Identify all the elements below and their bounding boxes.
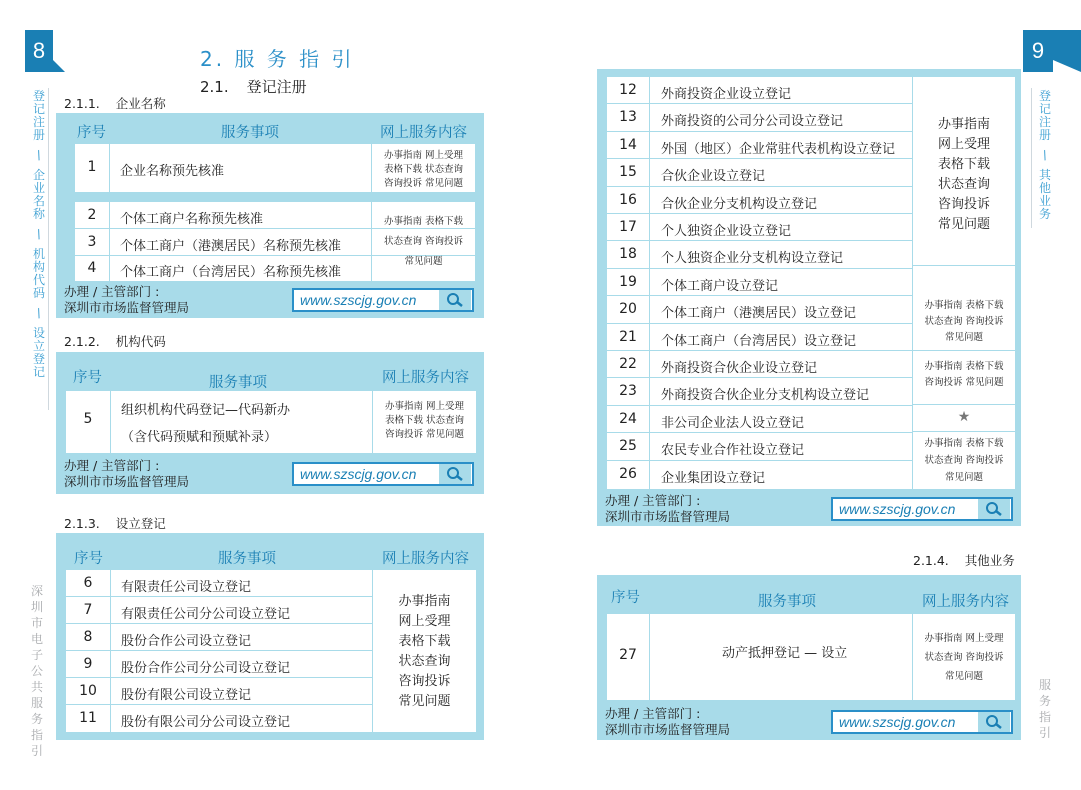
- star-icon: ★: [957, 409, 971, 425]
- search-icon[interactable]: [978, 712, 1010, 732]
- header-online: 网上服务内容: [380, 124, 467, 141]
- row-num: 13: [619, 109, 637, 126]
- table-row: [66, 570, 372, 597]
- table-row: [607, 187, 912, 214]
- left-brand-vertical: 深 圳 市 电 子 公 共 服 务 指 引: [30, 584, 43, 758]
- table-row: [607, 159, 912, 186]
- row-num: 9: [83, 656, 93, 672]
- table-row: [607, 378, 912, 405]
- row-num: 12: [619, 82, 637, 98]
- row-name: 企业集团设立登记: [661, 470, 766, 486]
- table-row: [607, 269, 912, 296]
- row-name: 个体工商户设立登记: [661, 278, 779, 294]
- website-link[interactable]: [831, 710, 1013, 734]
- tab-tail-right: [1053, 30, 1081, 72]
- row-name: 股份有限公司设立登记: [121, 688, 252, 703]
- svc-divider: [913, 265, 1015, 266]
- table-row: [607, 296, 912, 323]
- header-online: 网上服务内容: [922, 594, 1009, 610]
- online-services: 办事指南 表格下载 状态查询 咨询投诉 常见问题: [924, 438, 1004, 483]
- table-row: [607, 132, 912, 159]
- row-num: 3: [87, 234, 97, 250]
- row-num: 23: [619, 383, 637, 400]
- section-heading: 2.1. 登记注册: [200, 78, 307, 96]
- svc-divider: [913, 404, 1015, 405]
- table-row: [607, 433, 912, 460]
- website-url[interactable]: www.szscjg.gov.cn: [839, 501, 956, 517]
- row-name: 合伙企业分支机构设立登记: [661, 196, 818, 212]
- website-url[interactable]: www.szscjg.gov.cn: [300, 292, 417, 308]
- table-row: [607, 406, 912, 433]
- online-services: 办事指南 网上受理 状态查询 咨询投诉 常见问题: [924, 633, 1004, 682]
- header-online: 网上服务内容: [382, 369, 469, 386]
- right-nav-vertical: 登 记 注 册 / 其 他 业 务: [1038, 89, 1051, 221]
- row-name: 农民专业合作社设立登记: [661, 443, 805, 459]
- col-sep: [649, 77, 650, 489]
- header-online: 网上服务内容: [382, 550, 469, 567]
- page-number-left: 8: [25, 30, 53, 72]
- left-sidebar-rule: [48, 88, 49, 410]
- row-name: 合伙企业设立登记: [661, 169, 766, 185]
- table-row: [66, 678, 372, 705]
- row-num: 16: [619, 191, 637, 208]
- tab-tail-left: [53, 30, 65, 72]
- table-header: [56, 363, 484, 389]
- header-seq: 序号: [611, 590, 640, 606]
- row-num: 20: [619, 301, 637, 318]
- row-name: 非公司企业法人设立登记: [661, 415, 805, 431]
- row-num: 14: [619, 136, 637, 153]
- table-2-1-4: [597, 575, 1021, 740]
- dept-info: 办理 / 主管部门 : 深圳市市场监督管理局: [605, 493, 731, 524]
- row-num: 2: [87, 207, 97, 223]
- row-num: 22: [619, 356, 637, 372]
- row-name: 外商投资的公司分公司设立登记: [661, 114, 844, 130]
- search-icon[interactable]: [439, 464, 471, 484]
- subsection-heading-2-1-1: 2.1.1. 企业名称: [64, 96, 166, 111]
- dept-info: 办理 / 主管部门 : 深圳市市场监督管理局: [64, 458, 190, 489]
- website-url[interactable]: www.szscjg.gov.cn: [839, 714, 956, 730]
- row-num: 7: [83, 602, 93, 618]
- header-item: 服务事项: [209, 375, 267, 391]
- row-name: 外商投资企业设立登记: [661, 87, 792, 102]
- row-num: 8: [83, 629, 93, 645]
- search-icon[interactable]: [978, 499, 1010, 519]
- row-name: 个体工商户（港澳居民）名称预先核准: [120, 239, 342, 254]
- svc-divider: [913, 350, 1015, 351]
- row-name: 个体工商户（台湾居民）名称预先核准: [120, 265, 342, 280]
- row-num: 1: [87, 159, 97, 175]
- table-body: [66, 570, 476, 732]
- col-sep: [110, 391, 111, 453]
- col-sep: [649, 614, 650, 700]
- row-num: 26: [619, 465, 637, 482]
- header-seq: 序号: [74, 550, 103, 567]
- table-body: [75, 144, 475, 281]
- table-2-1-1: [56, 113, 484, 318]
- dept-info: 办理 / 主管部门 : 深圳市市场监督管理局: [605, 706, 731, 737]
- row-name: 个体工商户（港澳居民）设立登记: [661, 306, 857, 322]
- header-item: 服务事项: [758, 594, 816, 610]
- right-sidebar-rule: [1031, 88, 1032, 228]
- table-row: [66, 597, 372, 624]
- row-name: 有限责任公司分公司设立登记: [121, 607, 291, 622]
- table-body: [607, 614, 1015, 700]
- row-num: 5: [83, 411, 93, 427]
- table-body: [607, 77, 1015, 489]
- table-2-1-3: [56, 533, 484, 740]
- row-name: 外国（地区）企业常驻代表机构设立登记: [661, 141, 896, 157]
- row-num: 11: [79, 710, 97, 726]
- header-seq: 序号: [73, 369, 102, 386]
- subsection-heading-2-1-2: 2.1.2. 机构代码: [64, 334, 166, 349]
- row-num: 21: [619, 328, 637, 345]
- online-services: 办事指南 表格下载 咨询投诉 常见问题: [924, 361, 1004, 388]
- row-num: 27: [619, 647, 637, 663]
- row-name: 个体工商户（台湾居民）设立登记: [661, 333, 857, 349]
- online-services: 办事指南 网上受理 表格下载 状态查询 咨询投诉 常见问题: [937, 117, 990, 232]
- row-name: 组织机构代码登记—代码新办: [121, 403, 291, 418]
- col-sep: [110, 570, 111, 732]
- right-brand-vertical: 服 务 指 引: [1038, 678, 1051, 740]
- header-seq: 序号: [77, 124, 106, 141]
- page-number-right: 9: [1023, 30, 1053, 72]
- table-row: [66, 651, 372, 678]
- row-name: 企业名称预先核准: [120, 164, 225, 179]
- website-link[interactable]: [831, 497, 1013, 521]
- table-row: [607, 77, 912, 104]
- website-link[interactable]: [292, 462, 474, 486]
- table-row: [66, 624, 372, 651]
- website-url[interactable]: www.szscjg.gov.cn: [300, 466, 417, 482]
- chapter-heading: 2. 服 务 指 引: [200, 47, 355, 71]
- dept-info: 办理 / 主管部门 : 深圳市市场监督管理局: [64, 284, 190, 315]
- table-2-1-3-continued: [597, 69, 1021, 526]
- website-link[interactable]: [292, 288, 474, 312]
- row-name: 个人独资企业分支机构设立登记: [661, 251, 844, 267]
- row-name: 个人独资企业设立登记: [661, 224, 792, 239]
- row-num: 10: [79, 683, 97, 699]
- table-header: [597, 584, 1021, 610]
- table-row: [607, 351, 912, 378]
- search-icon[interactable]: [439, 290, 471, 310]
- col-sep: [109, 144, 110, 281]
- row-num: 17: [619, 219, 637, 235]
- header-item: 服务事项: [218, 550, 276, 567]
- subsection-heading-2-1-3: 2.1.3. 设立登记: [64, 516, 166, 531]
- left-nav-vertical: 登 记 注 册 / 企 业 名 称 / 机 构 代 码 / 设 立 登 记: [32, 89, 45, 379]
- table-row: [607, 214, 912, 241]
- row-num: 6: [83, 575, 93, 591]
- row-name: 股份合作公司设立登记: [121, 634, 252, 649]
- row-name-note: （含代码预赋和预赋补录）: [121, 430, 278, 445]
- row-name: 股份合作公司分公司设立登记: [121, 661, 291, 676]
- table-body: [66, 391, 476, 453]
- row-name: 外商投资合伙企业分支机构设立登记: [661, 388, 870, 404]
- row-num: 19: [619, 273, 637, 290]
- svc-divider: [913, 431, 1015, 432]
- row-num: 15: [619, 164, 637, 181]
- online-services: 办事指南 网上受理 表格下载 状态查询 咨询投诉 常见问题: [398, 594, 451, 709]
- row-name: 有限责任公司设立登记: [121, 580, 252, 595]
- table-header: [56, 544, 484, 570]
- table-row: [66, 705, 372, 732]
- row-name: 股份有限公司分公司设立登记: [121, 715, 291, 730]
- header-item: 服务事项: [221, 124, 279, 141]
- row-name: 动产抵押登记 — 设立: [722, 646, 848, 661]
- table-2-1-2: [56, 352, 484, 494]
- subsection-heading-2-1-4: 2.1.4. 其他业务: [913, 553, 1015, 568]
- row-num: 25: [619, 438, 637, 455]
- table-header: [56, 118, 484, 144]
- table-row: [607, 461, 912, 488]
- row-gap: [75, 193, 475, 202]
- table-row: [607, 241, 912, 268]
- table-row: [607, 324, 912, 351]
- row-num: 24: [619, 410, 637, 427]
- row-name: 外商投资合伙企业设立登记: [661, 361, 818, 376]
- online-services: 办事指南 网上受理 表格下载 状态查询 咨询投诉 常见问题: [383, 150, 464, 189]
- row-name: 个体工商户名称预先核准: [120, 212, 264, 227]
- table-row: [607, 104, 912, 131]
- row-num: 4: [87, 260, 97, 276]
- online-services: 办事指南 表格下载 状态查询 咨询投诉 常见问题: [383, 216, 464, 267]
- online-services: 办事指南 表格下载 状态查询 咨询投诉 常见问题: [924, 300, 1004, 343]
- online-services: 办事指南 网上受理 表格下载 状态查询 咨询投诉 常见问题: [384, 401, 465, 440]
- row-num: 18: [619, 246, 637, 263]
